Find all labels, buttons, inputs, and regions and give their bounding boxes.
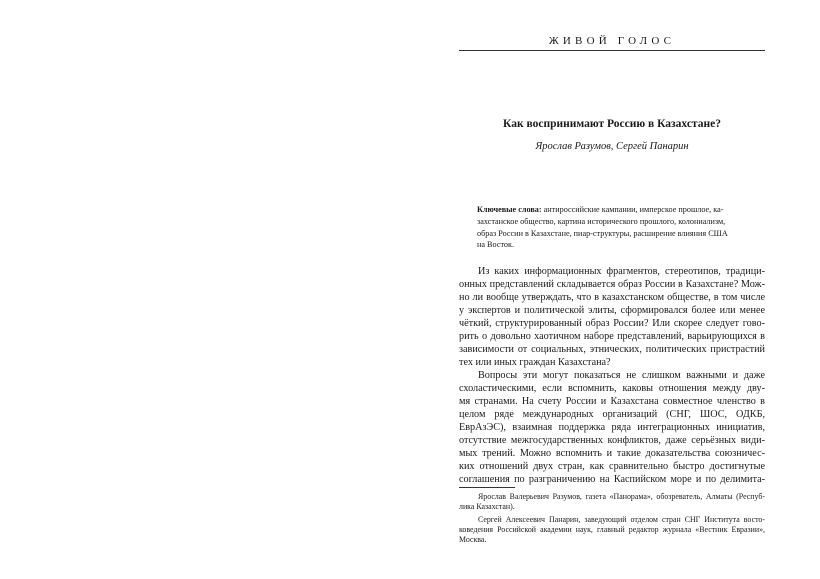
body-line: мых трений. Можно вспомнить и такие доказательства союзничес-: [459, 448, 765, 459]
footnote-line: Москва.: [459, 535, 487, 544]
article-authors: Ярослав Разумов, Сергей Панарин: [535, 141, 689, 152]
article-title: Как воспринимают Россию в Казахстане?: [503, 118, 721, 130]
header-divider: [459, 50, 765, 51]
body-line: тех или иных граждан Казахстана?: [459, 357, 611, 368]
body-line: рить о довольно хаотичном наборе представлений, варьирующихся в: [459, 331, 765, 342]
footnote-line: коведения Российской академии наук, главный редактор журнала «Вестник Евразии»,: [459, 525, 765, 534]
body-line: Из каких информационных фрагментов, стереотипов, традици-: [478, 266, 765, 277]
footnote-line: Сергей Алексеевич Панарин, заведующий отделом стран СНГ Института восто-: [478, 515, 765, 524]
keywords-label: Ключевые слова:: [477, 205, 542, 214]
body-line: у экспертов и политической элиты, сформировался более или менее: [459, 305, 765, 316]
body-line: зависимости от социальных, этнических, политических пристрастий: [459, 344, 765, 355]
body-line: ЕврАзЭС), взаимная поддержка ряда интеграционных инициатив,: [459, 422, 765, 433]
body-line: чёткий, структурированный образ России? Или скорее следует гово-: [459, 318, 765, 329]
keywords-line: на Восток.: [477, 240, 515, 250]
body-line: мя странами. На счету России и Казахстана совместное членство в: [459, 396, 765, 407]
body-line: Вопросы эти могут показаться не слишком важными и даже: [478, 370, 765, 381]
keywords-block: [477, 204, 765, 251]
section-header: ЖИВОЙ ГОЛОС: [548, 35, 676, 47]
keywords-line: захстанское общество, картина исторического прошлого, колониализм,: [477, 216, 726, 226]
body-line: онных представлений складывается образ России в Казахстане? Мож-: [459, 279, 765, 290]
keywords-line: образ России в Казахстане, пиар-структуры, расширение влияния США: [477, 228, 728, 238]
body-line: соглашения по разграничению на Каспийском море и по делимита-: [459, 474, 765, 485]
body-line: ких отношений двух стран, как сравнительно быстро достигнутые: [459, 461, 765, 472]
body-line: схоластическими, если вспомнить, каковы отношения между дву-: [459, 383, 765, 394]
footnote-divider: [459, 487, 515, 488]
body-line: отсутствие межгосударственных конфликтов, даже серьёзных види-: [459, 435, 765, 446]
body-line: целом ряде международных организаций (СНГ, ШОС, ОДКБ,: [459, 409, 765, 420]
keywords-line: антироссийские кампании, имперское прошлое, ка-: [541, 205, 724, 214]
body-line: но ли вообще утверждать, что в казахстанском обществе, в том числе: [459, 292, 765, 303]
footnote-line: лика Казахстан).: [459, 502, 515, 511]
footnote-line: Ярослав Валерьевич Разумов, газета «Панорама», обозреватель, Алматы (Респуб-: [478, 492, 765, 501]
